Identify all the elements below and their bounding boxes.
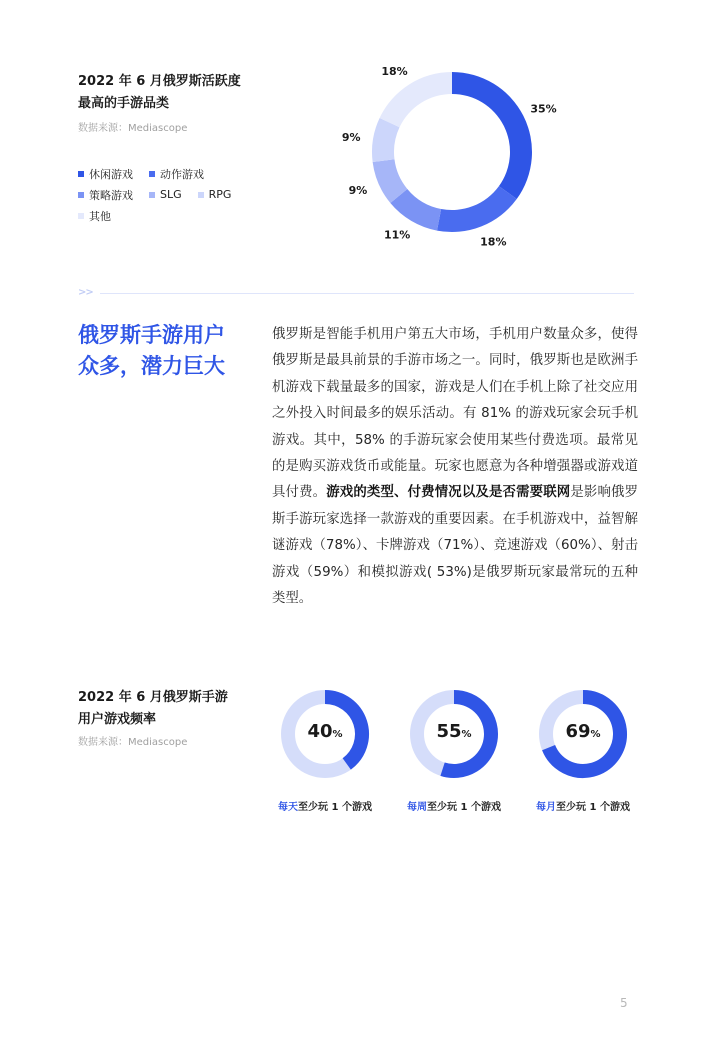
legend-label: 动作游戏 — [160, 167, 204, 181]
legend-swatch — [78, 171, 84, 177]
ring-caption — [399, 798, 509, 813]
category-donut-chart — [341, 64, 560, 249]
ring-percent-sign: % — [332, 729, 343, 740]
body-paragraph — [272, 322, 638, 612]
ring-number: 69 — [565, 721, 591, 742]
legend-swatch — [78, 192, 84, 198]
body-text-part1: 俄罗斯是智能手机用户第五大市场，手机用户数量众多，使得俄罗斯是最具前景的手游市场之一。同时，俄罗斯也是欧洲手机游戏下载量最多的国家，游戏是人们在手机上除了社交应用之外投入时间最多的娱乐活动。有 81% 的游戏玩家会玩手机游戏。其中，58% 的手游玩家会使用某些付费选项。最常见的是购买游戏货币或能量。玩家也愿意为各种增强器或游戏道具付费。 — [272, 327, 638, 501]
ring-caption — [270, 798, 380, 813]
legend-label: 策略游戏 — [89, 188, 133, 202]
donut-slice-label: 11% — [383, 228, 411, 242]
donut-slice-label: 18% — [381, 64, 408, 78]
legend-row — [78, 184, 268, 205]
ring-caption-highlight: 每周 — [407, 802, 428, 813]
chart2-title-line2: 用户游戏频率 — [78, 712, 157, 727]
legend-item — [78, 187, 133, 203]
frequency-rings — [270, 688, 640, 818]
section-divider — [100, 293, 634, 294]
chart1-title-line1: 2022 年 6 月俄罗斯活跃度 — [78, 74, 241, 89]
legend-label: SLG — [160, 188, 182, 201]
chart1-source: 数据来源：Mediascope — [78, 123, 188, 134]
legend-item — [149, 166, 204, 182]
ring-number: 55 — [436, 721, 462, 742]
legend-item — [149, 188, 182, 201]
legend-swatch — [149, 171, 155, 177]
frequency-ring-weekly — [399, 688, 509, 813]
ring-caption-highlight: 每月 — [536, 802, 557, 813]
ring-caption-rest: 至少玩 1 个游戏 — [556, 802, 630, 813]
chart1-title-line2: 最高的手游品类 — [78, 96, 170, 111]
donut-slice-label: 35% — [530, 102, 557, 116]
section-title-line2: 众多，潜力巨大 — [78, 354, 225, 378]
ring-caption-rest: 至少玩 1 个游戏 — [427, 802, 501, 813]
ring-value — [399, 721, 509, 742]
chart1-title — [78, 71, 241, 115]
ring-percent-sign: % — [590, 729, 601, 740]
body-text-bold: 游戏的类型、付费情况以及是否需要联网 — [326, 485, 571, 501]
page-number: 5 — [620, 996, 628, 1010]
ring-caption — [528, 798, 638, 813]
section-title — [78, 320, 258, 382]
donut-slice — [437, 186, 517, 232]
ring-percent-sign: % — [461, 729, 472, 740]
donut-slice — [380, 72, 452, 127]
ring-value — [270, 721, 380, 742]
chart2-source: 数据来源：Mediascope — [78, 737, 188, 748]
chart2-title — [78, 687, 228, 731]
legend-swatch — [149, 192, 155, 198]
legend-label: 其他 — [89, 209, 111, 223]
chart1-legend — [78, 163, 268, 226]
chart2-title-line1: 2022 年 6 月俄罗斯手游 — [78, 690, 228, 705]
legend-swatch — [78, 213, 84, 219]
ring-caption-highlight: 每天 — [278, 802, 299, 813]
section-title-line1: 俄罗斯手游用户 — [78, 323, 225, 347]
ring-value — [528, 721, 638, 742]
legend-row — [78, 163, 268, 184]
donut-slice-label: 18% — [480, 235, 507, 249]
legend-item — [78, 166, 133, 182]
legend-item — [78, 208, 111, 224]
ring-number: 40 — [307, 721, 333, 742]
legend-swatch — [198, 192, 204, 198]
donut-slice-label: 9% — [341, 130, 361, 144]
frequency-ring-monthly — [528, 688, 638, 813]
ring-caption-rest: 至少玩 1 个游戏 — [298, 802, 372, 813]
legend-label: 休闲游戏 — [89, 167, 133, 181]
legend-row — [78, 205, 268, 226]
body-text-part2: 是影响俄罗斯手游玩家选择一款游戏的重要因素。在手机游戏中，益智解谜游戏（78%）、卡牌游戏（71%）、竞速游戏（60%）、射击游戏（59%）和模拟游戏( 53%)是俄罗斯玩家最常玩的五种类型。 — [272, 485, 639, 607]
frequency-ring-daily — [270, 688, 380, 813]
donut-slice — [452, 72, 532, 199]
legend-label: RPG — [208, 188, 232, 201]
divider-arrow: >> — [78, 287, 93, 298]
donut-slice-label: 9% — [348, 184, 368, 198]
legend-item — [198, 188, 232, 201]
